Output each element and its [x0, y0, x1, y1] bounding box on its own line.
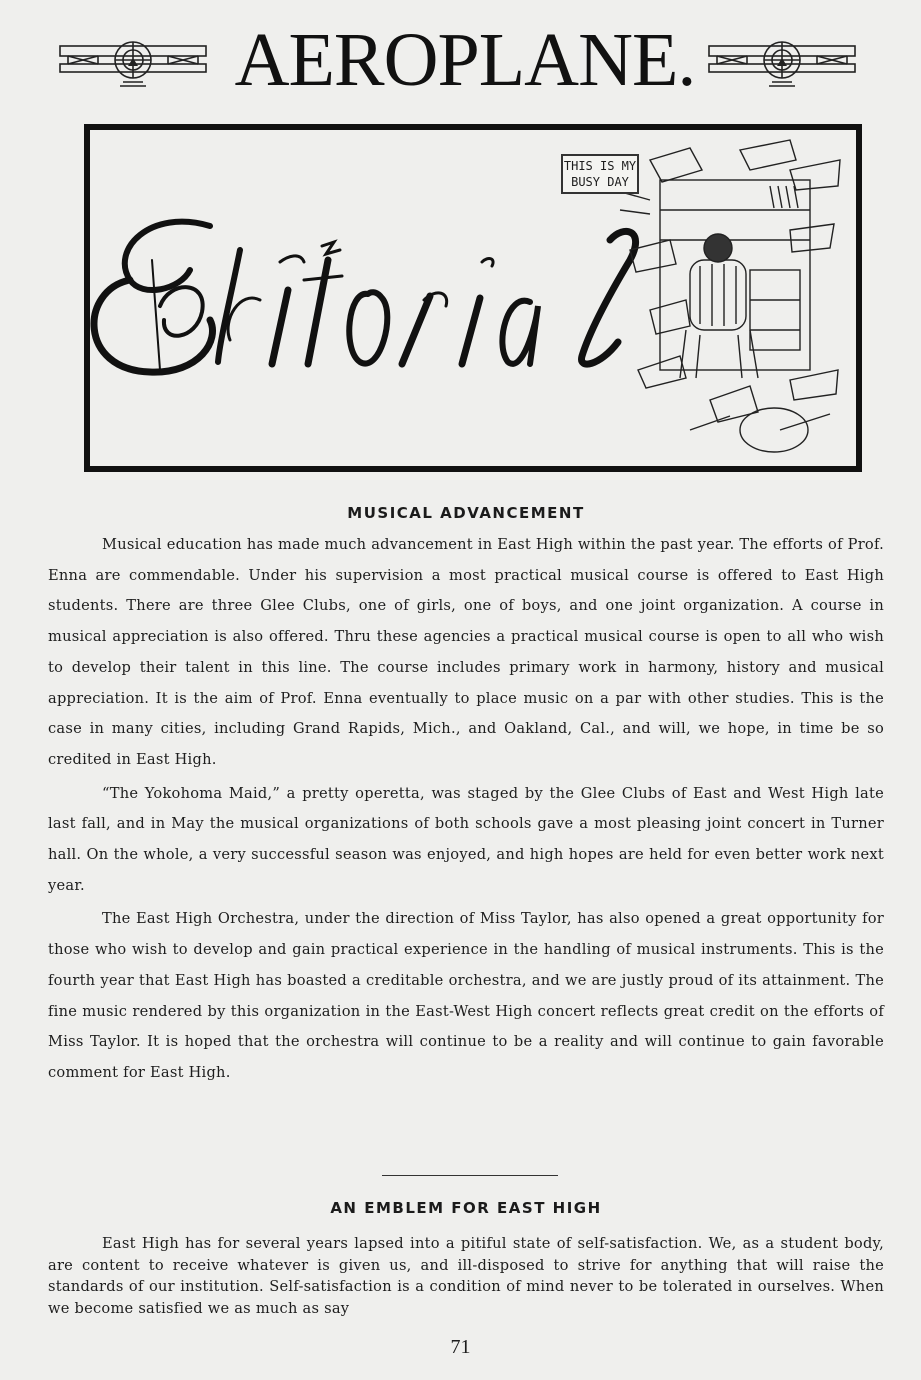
masthead [0, 14, 921, 104]
page-number: 71 [450, 1336, 471, 1358]
biplane-icon [707, 38, 857, 98]
section-heading-musical-advancement: MUSICAL ADVANCEMENT [347, 504, 585, 522]
section-heading-emblem: AN EMBLEM FOR EAST HIGH [330, 1199, 602, 1217]
biplane-icon [58, 38, 208, 98]
main-content [48, 500, 884, 1089]
masthead-title: AEROPLANE. [234, 18, 696, 102]
second-section [48, 1199, 884, 1319]
busy-day-sign [561, 154, 639, 194]
paragraph: Musical education has made much advancement in East High within the past year. The efforts of Prof. Enna are commendable. Under his supervision a most practical musical course is offered to East High students. There are three Glee Clubs, one of girls, one of boys, and one joint organization. A course in musical appreciation is also offered. Thru these agencies a practical musical course is open to all who wish to develop their talent in this line. The course includes primary work in harmony, history and musical appreciation. It is the aim of Prof. Enna eventually to place music on a par with other studies. This is the case in many cities, including Grand Rapids, Mich., and Oakland, Cal., and will, we hope, in time be so credited in East High. [48, 536, 884, 768]
sign-line-1: THIS IS MY [563, 159, 637, 173]
editorial-banner [84, 124, 862, 472]
sign-line-2: BUSY DAY [571, 175, 629, 189]
paragraph: The East High Orchestra, under the direction of Miss Taylor, has also opened a great opportunity for those who wish to develop and gain practical experience in the handling of musical instruments. This is the fourth year that East High has boasted a creditable orchestra, and we are justly proud of its attainment. The fine music rendered by this organization in the East-West High concert reflects great credit on the efforts of Miss Taylor. It is hoped that the orchestra will continue to be a reality and will continue to gain favorable comment for East High. [48, 910, 884, 1081]
section-divider [382, 1175, 558, 1176]
paragraph: “The Yokohoma Maid,” a pretty operetta, was staged by the Glee Clubs of East and West High late last fall, and in May the musical organizations of both schools gave a most pleasing joint concert in Turner hall. On the whole, a very successful season was enjoyed, and high hopes are held for even better work next year. [48, 784, 884, 894]
editorial-illustration [90, 130, 856, 466]
paragraph: East High has for several years lapsed into a pitiful state of self-satisfaction. We, as a student body, are content to receive whatever is given us, and ill-disposed to strive for anything that will raise the standards of our institution. Self-satisfaction is a condition of mind never to be tolerated in ourselves. When we become satisfied we as much as say [48, 1235, 884, 1317]
